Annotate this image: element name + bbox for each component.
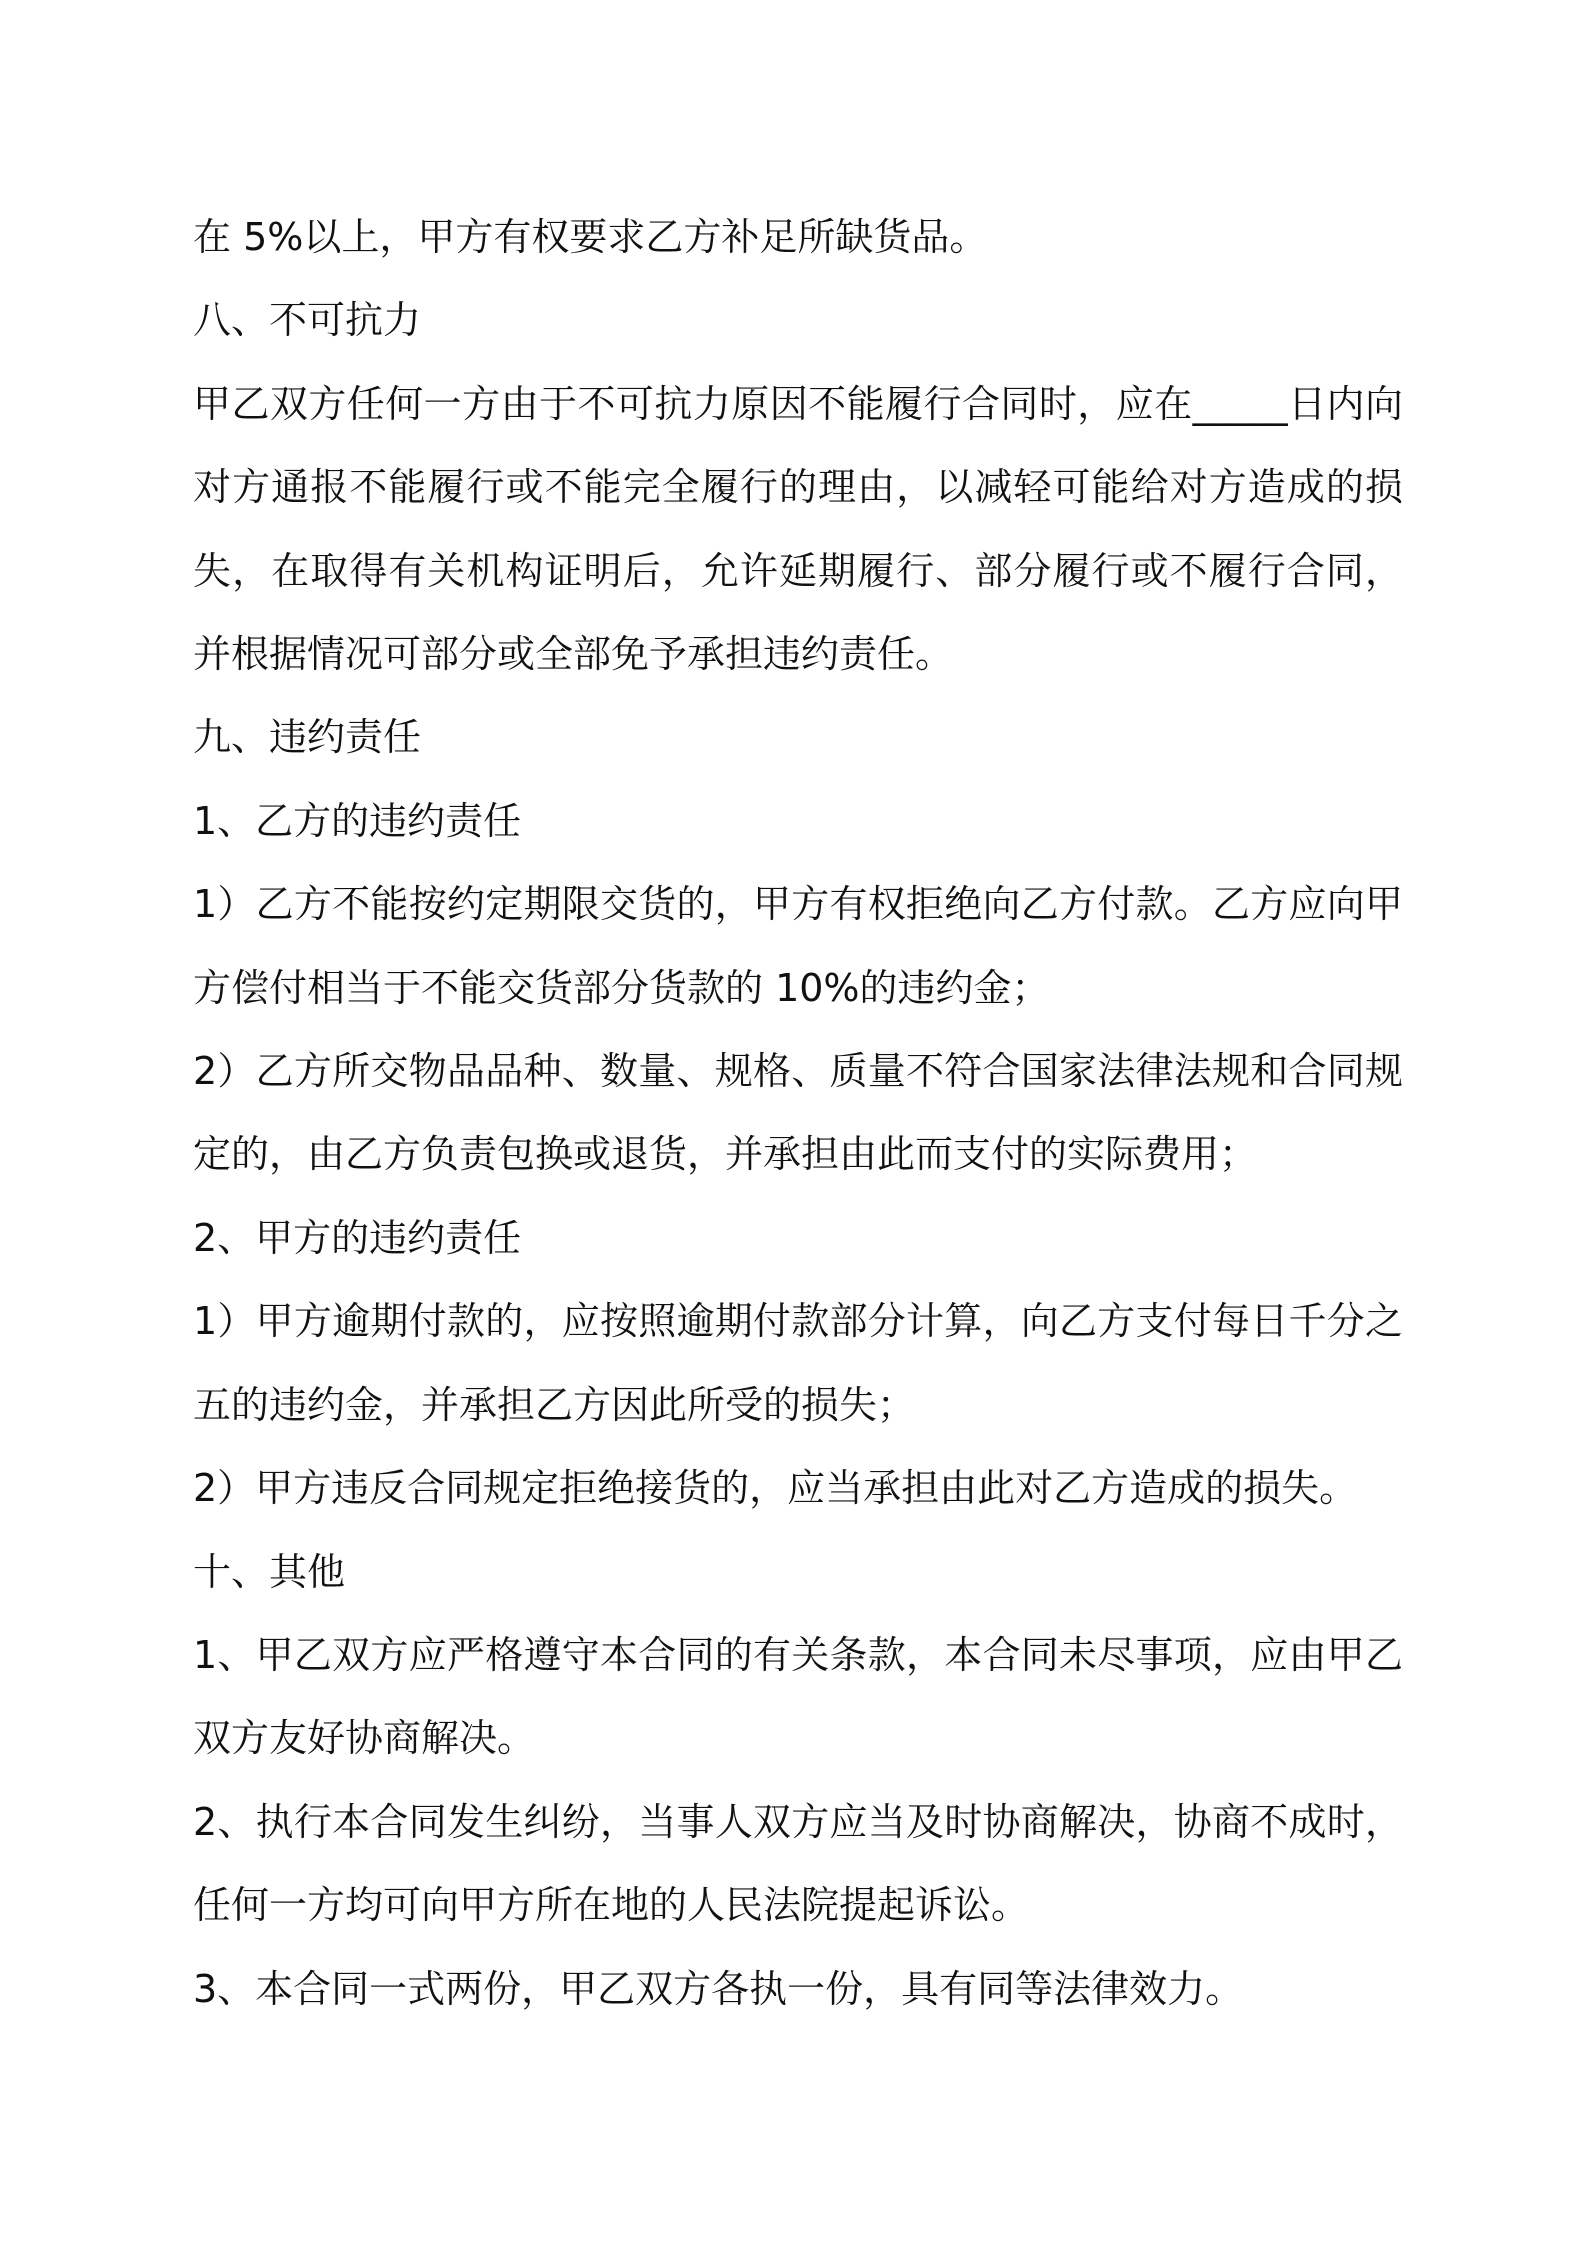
paragraph-party-a-item-1: 1）甲方逾期付款的，应按照逾期付款部分计算，向乙方支付每日千分之五的违约金，并承担乙方因此所受的损失； xyxy=(193,1299,1403,1427)
paragraph-shortage-clause: 在 5%以上，甲方有权要求乙方补足所缺货品。 xyxy=(193,215,988,259)
paragraph-party-b-item-1: 1）乙方不能按约定期限交货的，甲方有权拒绝向乙方付款。乙方应向甲方偿付相当于不能交货部分货款的 10%的违约金； xyxy=(193,882,1403,1010)
paragraph-party-b-item-2: 2）乙方所交物品品种、数量、规格、质量不符合国家法律法规和合同规定的，由乙方负责包换或退货，并承担由此而支付的实际费用； xyxy=(193,1049,1403,1177)
section-heading-force-majeure: 八、不可抗力 xyxy=(193,298,422,343)
paragraph-party-a-item-2: 2）甲方违反合同规定拒绝接货的，应当承担由此对乙方造成的损失。 xyxy=(193,1466,1358,1511)
section-heading-liability: 九、违约责任 xyxy=(193,715,422,760)
subheading-party-a-liability: 2、甲方的违约责任 xyxy=(193,1215,522,1260)
paragraph-other-item-3: 3、本合同一式两份，甲乙双方各执一份，具有同等法律效力。 xyxy=(193,1966,1244,2011)
paragraph-other-item-1: 1、甲乙双方应严格遵守本合同的有关条款，本合同未尽事项，应由甲乙双方友好协商解决。 xyxy=(193,1632,1403,1761)
paragraph-other-item-2: 2、执行本合同发生纠纷，当事人双方应当及时协商解决，协商不成时，任何一方均可向甲方所在地的人民法院提起诉讼。 xyxy=(193,1799,1403,1928)
contract-body xyxy=(193,196,1403,2031)
paragraph-force-majeure: 甲乙双方任何一方由于不可抗力原因不能履行合同时，应在_____日内向对方通报不能履行或不能完全履行的理由，以减轻可能给对方造成的损失，在取得有关机构证明后，允许延期履行、部分履行或不履行合同，并根据情况可部分或全部免予承担违约责任。 xyxy=(193,381,1403,677)
section-heading-other: 十、其他 xyxy=(193,1549,346,1594)
subheading-party-b-liability: 1、乙方的违约责任 xyxy=(193,798,522,843)
